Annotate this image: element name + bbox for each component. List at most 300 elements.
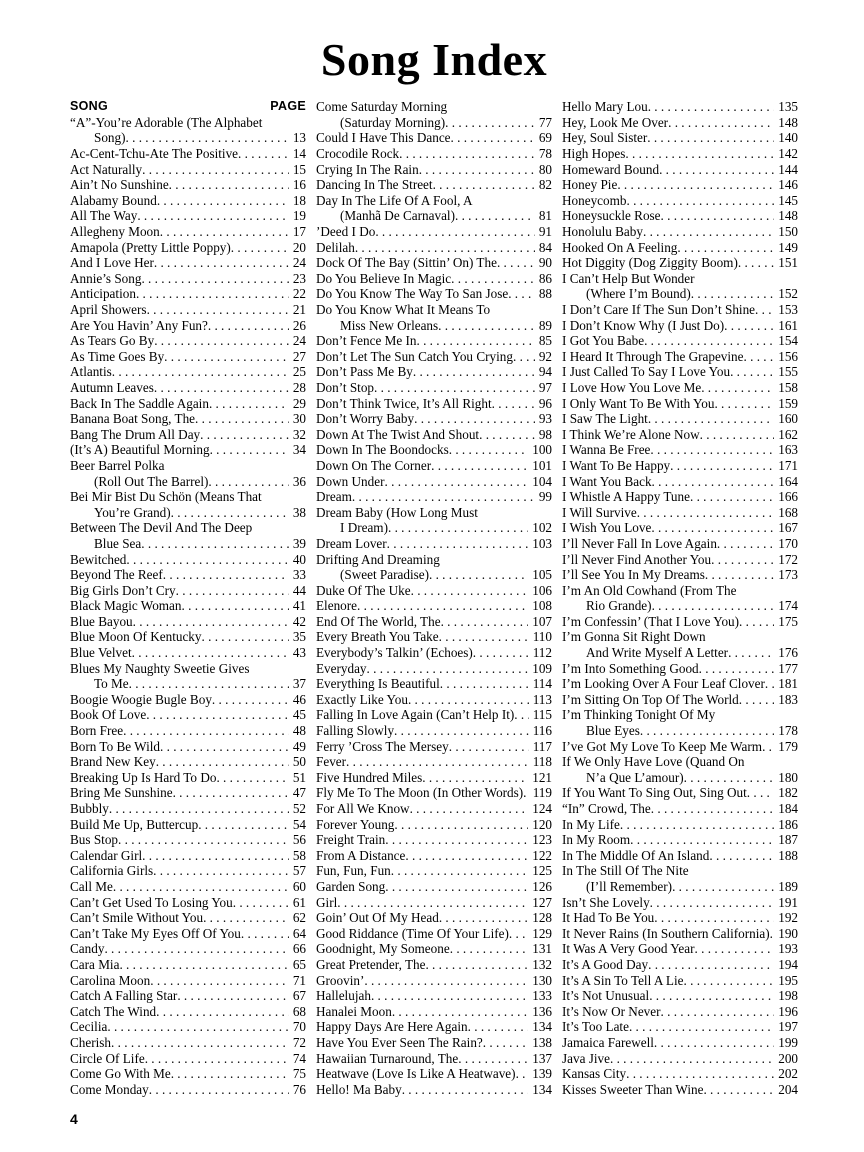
dot-leader [449, 442, 529, 458]
entry-line [316, 598, 552, 614]
entry-title: Fever [316, 754, 347, 770]
index-entry [562, 707, 798, 738]
entry-title: (Where I’m Bound) [586, 286, 691, 302]
entry-page-number: 139 [532, 1066, 552, 1082]
index-entry [316, 583, 552, 599]
dot-leader [195, 411, 289, 427]
entry-page-number: 103 [532, 535, 552, 551]
entry-title: Groovin’ [316, 972, 365, 988]
entry-page-number: 195 [778, 972, 798, 988]
dot-leader [439, 910, 528, 926]
index-entry [316, 146, 552, 162]
index-entry [70, 801, 306, 817]
entry-line [70, 364, 306, 380]
entry-page-number: 70 [292, 1019, 306, 1035]
dot-leader [690, 489, 774, 505]
index-entry [316, 817, 552, 833]
entry-line [70, 598, 306, 614]
entry-title: Crying In The Rain [316, 161, 419, 177]
entry-page-number: 61 [292, 894, 306, 910]
entry-page-number: 49 [292, 738, 306, 754]
entry-page-number: 182 [778, 785, 798, 801]
dot-leader [651, 520, 774, 536]
dot-leader [701, 380, 774, 396]
index-entry [70, 910, 306, 926]
dot-leader [160, 739, 289, 755]
index-entry [70, 520, 306, 551]
index-entry [70, 583, 306, 599]
index-entry [316, 552, 552, 583]
entry-line [316, 817, 552, 833]
entry-page-number: 24 [292, 333, 306, 349]
entry-line [562, 926, 798, 942]
entry-line [70, 208, 306, 224]
entry-title: I Whistle A Happy Tune [562, 489, 690, 505]
entry-line-wrap: Drifting And Dreaming [316, 551, 440, 567]
entry-line-wrap: Come Saturday Morning [316, 99, 448, 115]
dot-leader [173, 785, 289, 801]
entry-title: Everyday [316, 660, 367, 676]
entry-title: Exactly Like You [316, 691, 408, 707]
index-entry [70, 442, 306, 458]
dot-leader [695, 941, 775, 957]
entry-line [562, 458, 798, 474]
entry-title: Bus Stop [70, 832, 119, 848]
entry-line [316, 208, 552, 224]
entry-title: Born To Be Wild [70, 738, 161, 754]
column-headers [70, 99, 306, 115]
entry-line [562, 879, 798, 895]
dot-leader [711, 552, 774, 568]
entry-title: I Got You Babe [562, 333, 645, 349]
index-columns [70, 99, 798, 1097]
entry-line [316, 286, 552, 302]
entry-page-number: 204 [778, 1081, 798, 1097]
entry-page-number: 187 [778, 832, 798, 848]
entry-line [316, 941, 552, 957]
index-entry [562, 739, 798, 755]
entry-page-number: 153 [778, 302, 798, 318]
entry-page-number: 183 [778, 691, 798, 707]
entry-title: Could I Have This Dance [316, 130, 451, 146]
entries-list-3 [562, 99, 798, 1097]
entry-line [70, 411, 306, 427]
dot-leader [163, 567, 289, 583]
entry-page-number: 192 [778, 910, 798, 926]
entry-page-number: 32 [292, 426, 306, 442]
entry-line [70, 286, 306, 302]
entry-page-number: 94 [538, 364, 552, 380]
entry-title: You’re Grand) [94, 504, 171, 520]
dot-leader [208, 474, 288, 490]
entry-page-number: 149 [778, 239, 798, 255]
index-entry [70, 1082, 306, 1098]
entry-line [316, 676, 552, 692]
index-entry [70, 146, 306, 162]
index-entry [562, 146, 798, 162]
entry-page-number: 56 [292, 832, 306, 848]
dot-leader [385, 832, 528, 848]
entry-line [316, 879, 552, 895]
dot-leader [210, 442, 289, 458]
entry-page-number: 85 [538, 333, 552, 349]
dot-leader [375, 224, 534, 240]
entry-title: Come Go With Me [70, 1066, 171, 1082]
dot-leader [661, 208, 775, 224]
entry-title: Carolina Moon [70, 972, 151, 988]
index-entry [562, 333, 798, 349]
index-entry [562, 910, 798, 926]
entry-page-number: 22 [292, 286, 306, 302]
entry-title: Don’t Stop [316, 379, 375, 395]
index-entry [316, 879, 552, 895]
entry-line [562, 99, 798, 115]
dot-leader [111, 1035, 289, 1051]
dot-leader [141, 536, 289, 552]
dot-leader [157, 193, 289, 209]
entry-line [70, 255, 306, 271]
index-entry [316, 661, 552, 677]
entry-page-number: 125 [532, 863, 552, 879]
index-entry [70, 661, 306, 692]
entry-line [562, 801, 798, 817]
index-entry [70, 115, 306, 146]
entry-line [562, 645, 798, 661]
dot-leader [119, 957, 288, 973]
index-entry [562, 505, 798, 521]
entry-line [70, 162, 306, 178]
entry-page-number: 86 [538, 270, 552, 286]
dot-leader [610, 1051, 774, 1067]
entry-line [316, 130, 552, 146]
dot-leader [637, 505, 775, 521]
dot-leader [238, 146, 289, 162]
entry-title: I Want You Back [562, 473, 652, 489]
entry-line [316, 1019, 552, 1035]
dot-leader [747, 785, 774, 801]
index-entry [70, 1035, 306, 1051]
dot-leader [126, 130, 289, 146]
entry-title: I’m Sitting On Top Of The World [562, 691, 739, 707]
dot-leader [479, 427, 535, 443]
entry-title: Kansas City [562, 1066, 627, 1082]
entry-page-number: 24 [292, 255, 306, 271]
entry-page-number: 115 [532, 707, 552, 723]
entry-title: California Girls [70, 863, 154, 879]
entry-page-number: 151 [778, 255, 798, 271]
index-entry [562, 1051, 798, 1067]
entry-page-number: 77 [538, 114, 552, 130]
page-number: 4 [70, 1111, 78, 1128]
entry-title: Dock Of The Bay (Sittin’ On) The [316, 255, 497, 271]
entry-page-number: 33 [292, 567, 306, 583]
entry-line [562, 785, 798, 801]
entry-title: High Hopes [562, 146, 626, 162]
entry-title: Hello Mary Lou [562, 99, 648, 115]
dot-leader [411, 583, 529, 599]
index-entry [562, 520, 798, 536]
entry-title: Blue Bayou [70, 613, 133, 629]
entry-page-number: 28 [292, 379, 306, 395]
entry-line [562, 349, 798, 365]
entry-line-wrap: Day In The Life Of A Fool, A [316, 192, 473, 208]
entry-title: I Think We’re Alone Now [562, 426, 700, 442]
index-entry [562, 427, 798, 443]
entry-line [70, 692, 306, 708]
entry-line [562, 1019, 798, 1035]
entry-title: Can’t Take My Eyes Off Of You [70, 925, 241, 941]
entry-line [70, 552, 306, 568]
entry-page-number: 44 [292, 582, 306, 598]
entry-page-number: 114 [532, 676, 552, 692]
entry-page-number: 194 [778, 956, 798, 972]
index-entry [562, 754, 798, 785]
entry-line [562, 302, 798, 318]
dot-leader [445, 115, 535, 131]
index-entry [562, 380, 798, 396]
index-entry [70, 224, 306, 240]
index-entry [562, 271, 798, 302]
entry-page-number: 145 [778, 192, 798, 208]
entry-line [562, 1004, 798, 1020]
entry-line [316, 661, 552, 677]
entry-line [70, 427, 306, 443]
entry-line [316, 411, 552, 427]
entry-title: Blue Eyes [586, 723, 640, 739]
entry-title: Come Monday [70, 1081, 149, 1097]
entry-line [70, 863, 306, 879]
entry-page-number: 84 [538, 239, 552, 255]
entry-title: I’ve Got My Love To Keep Me Warm [562, 738, 763, 754]
entry-page-number: 118 [532, 754, 552, 770]
index-entry [316, 302, 552, 333]
entry-title: Cecilia [70, 1019, 108, 1035]
index-entry [316, 629, 552, 645]
entry-title: Catch A Falling Star [70, 988, 178, 1004]
entry-title: Every Breath You Take [316, 629, 439, 645]
entry-title: As Tears Go By [70, 333, 155, 349]
entry-page-number: 96 [538, 395, 552, 411]
entry-title: Atlantis [70, 364, 112, 380]
index-entry [562, 926, 798, 942]
entry-line [562, 146, 798, 162]
entry-title: Down On The Corner [316, 457, 432, 473]
entry-title: Calendar Girl [70, 847, 143, 863]
entry-page-number: 127 [532, 894, 552, 910]
entry-title: N’a Que L’amour) [586, 769, 684, 785]
entry-line [316, 427, 552, 443]
entry-page-number: 120 [532, 816, 552, 832]
entry-title: Freight Train [316, 832, 386, 848]
dot-leader [123, 723, 289, 739]
entry-title: Ac-Cent-Tchu-Ate The Positive [70, 146, 239, 162]
entry-title: Song) [94, 130, 126, 146]
entry-line [70, 240, 306, 256]
entry-line [70, 629, 306, 645]
entry-line [316, 380, 552, 396]
entry-title: Happy Days Are Here Again [316, 1019, 468, 1035]
entry-line [316, 832, 552, 848]
entry-title: Hey, Soul Sister [562, 130, 648, 146]
entry-title: Cherish [70, 1034, 112, 1050]
entry-title: Blue Moon Of Kentucky [70, 629, 202, 645]
entry-page-number: 133 [532, 988, 552, 1004]
dot-leader [620, 817, 774, 833]
index-entry [562, 255, 798, 271]
entry-line-wrap: Blues My Naughty Sweetie Gives [70, 660, 250, 676]
index-entry [562, 973, 798, 989]
entry-title: Black Magic Woman [70, 598, 182, 614]
entry-page-number: 132 [532, 956, 552, 972]
index-entry [316, 1051, 552, 1067]
dot-leader [164, 349, 289, 365]
entry-page-number: 35 [292, 629, 306, 645]
entry-line [316, 614, 552, 630]
entry-title: Honeysuckle Rose [562, 208, 661, 224]
entries-list-2 [316, 99, 552, 1097]
entry-page-number: 178 [778, 723, 798, 739]
entry-title: Autumn Leaves [70, 379, 154, 395]
entry-line [70, 614, 306, 630]
index-entry [316, 177, 552, 193]
index-entry [316, 411, 552, 427]
index-entry [70, 286, 306, 302]
entry-title: Can’t Smile Without You [70, 910, 204, 926]
index-entry [70, 879, 306, 895]
entry-title: For All We Know [316, 801, 410, 817]
dot-leader [629, 1019, 774, 1035]
entry-line [70, 380, 306, 396]
entry-line-wrap: I Can’t Help But Wonder [562, 270, 695, 286]
entry-page-number: 57 [292, 863, 306, 879]
entry-title: Amapola (Pretty Little Poppy) [70, 239, 231, 255]
index-entry [316, 598, 552, 614]
entry-page-number: 197 [778, 1019, 798, 1035]
dot-leader [145, 1051, 289, 1067]
entry-page-number: 15 [292, 161, 306, 177]
entry-line [316, 333, 552, 349]
index-entry [316, 1066, 552, 1082]
entry-page-number: 156 [778, 348, 798, 364]
dot-leader [730, 364, 774, 380]
entry-title: Homeward Bound [562, 161, 660, 177]
entry-title: I Love How You Love Me [562, 379, 702, 395]
entry-title: Banana Boat Song, The [70, 411, 196, 427]
dot-leader [241, 926, 289, 942]
index-entry [316, 801, 552, 817]
index-entry [70, 817, 306, 833]
entry-line [70, 396, 306, 412]
entry-title: Bubbly [70, 801, 109, 817]
entry-page-number: 198 [778, 988, 798, 1004]
index-entry [562, 785, 798, 801]
dot-leader [171, 1066, 289, 1082]
dot-leader [388, 520, 528, 536]
dot-leader [691, 286, 774, 302]
dot-leader [644, 333, 774, 349]
dot-leader [441, 614, 529, 630]
index-entry [316, 832, 552, 848]
entry-line [316, 458, 552, 474]
entry-title: Good Riddance (Time Of Your Life) [316, 925, 509, 941]
entry-line [316, 1066, 552, 1082]
entry-line [562, 364, 798, 380]
entry-line [70, 645, 306, 661]
index-entry [316, 99, 552, 130]
dot-leader [142, 848, 289, 864]
entry-page-number: 174 [778, 598, 798, 614]
entry-page-number: 30 [292, 411, 306, 427]
entry-line [562, 552, 798, 568]
index-entry [316, 271, 552, 287]
entry-line [316, 162, 552, 178]
index-entry [316, 895, 552, 911]
entry-title: I Wanna Be Free [562, 442, 651, 458]
index-entry [562, 193, 798, 209]
dot-leader [200, 427, 289, 443]
entry-title: Jamaica Farewell [562, 1034, 654, 1050]
index-entry [562, 863, 798, 894]
index-entry [562, 240, 798, 256]
dot-leader [739, 614, 774, 630]
index-entry [316, 193, 552, 224]
index-entry [316, 474, 552, 490]
index-entry [562, 957, 798, 973]
entry-line [70, 333, 306, 349]
entry-page-number: 36 [292, 473, 306, 489]
entry-title: Blue Velvet [70, 645, 132, 661]
entry-title: Elenore [316, 598, 358, 614]
entry-page-number: 155 [778, 364, 798, 380]
dot-leader [438, 318, 535, 334]
entry-page-number: 177 [778, 660, 798, 676]
index-entry [316, 1035, 552, 1051]
index-entry [316, 255, 552, 271]
index-entry [562, 614, 798, 630]
entry-title: I Heard It Through The Grapevine [562, 348, 744, 364]
entry-line [70, 536, 306, 552]
entry-title: Great Pretender, The [316, 956, 426, 972]
dot-leader [202, 629, 289, 645]
dot-leader [684, 770, 775, 786]
dot-leader [684, 973, 775, 989]
entry-line [70, 973, 306, 989]
index-entry [70, 941, 306, 957]
index-entry [70, 1051, 306, 1067]
dot-leader [450, 941, 529, 957]
index-entry [562, 208, 798, 224]
entry-line [562, 318, 798, 334]
entry-page-number: 42 [292, 613, 306, 629]
index-entry [562, 1082, 798, 1098]
dot-leader [630, 832, 774, 848]
entry-page-number: 119 [532, 785, 552, 801]
entry-line [316, 364, 552, 380]
dot-leader [649, 988, 774, 1004]
entry-line [70, 801, 306, 817]
entry-line [316, 707, 552, 723]
entry-title: And I Love Her [70, 255, 154, 271]
entry-line [70, 817, 306, 833]
index-entry [70, 848, 306, 864]
entry-title: It Had To Be You [562, 910, 655, 926]
entry-title: Build Me Up, Buttercup [70, 816, 199, 832]
dot-leader [133, 614, 289, 630]
dot-leader [744, 349, 775, 365]
entry-page-number: 121 [532, 769, 552, 785]
entry-page-number: 106 [532, 582, 552, 598]
entry-page-number: 68 [292, 1003, 306, 1019]
